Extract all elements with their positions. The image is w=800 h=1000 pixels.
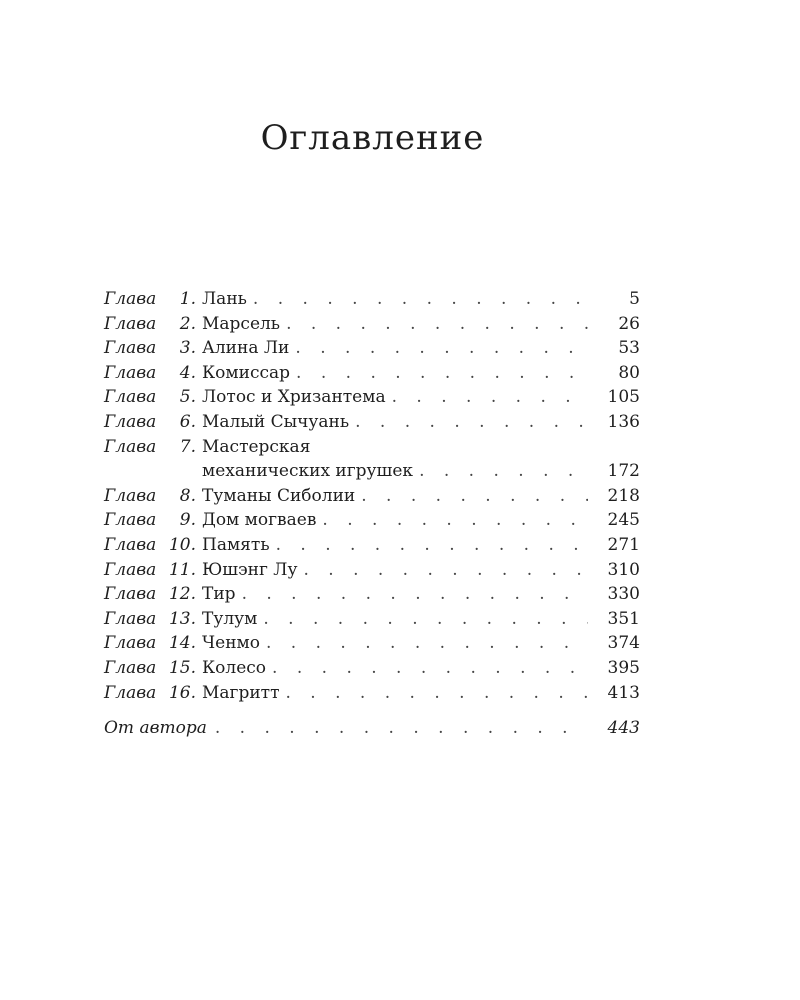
page-number: 351 (607, 608, 640, 629)
page-number: 80 (618, 362, 640, 383)
toc-entry[interactable] (104, 656, 640, 681)
chapter-title-line (202, 508, 640, 533)
dot-leader (242, 582, 588, 607)
toc-entry[interactable] (104, 435, 640, 484)
page-number: 271 (607, 534, 640, 555)
chapter-title-line (202, 410, 640, 435)
page-title: Оглавление (260, 118, 485, 158)
chapter-number: 9. (179, 510, 196, 531)
chapter-number: 10. (168, 534, 196, 555)
page-number: 310 (607, 559, 640, 580)
dot-leader (266, 631, 588, 656)
page-number: 105 (607, 387, 640, 408)
chapter-word: Глава (104, 534, 157, 555)
dot-leader (276, 533, 588, 558)
dot-leader (253, 287, 588, 312)
chapter-title: Юшэнг Лу (202, 559, 298, 580)
dot-leader (392, 385, 588, 410)
toc-entry[interactable] (104, 533, 640, 558)
chapter-title-block (202, 607, 640, 632)
chapter-title-block (202, 287, 640, 312)
chapter-title-line (202, 459, 640, 484)
page-number: 374 (607, 633, 640, 654)
toc-entry[interactable] (104, 681, 640, 706)
chapter-title: Мастерская (202, 436, 311, 457)
chapter-title: Ченмо (202, 633, 260, 654)
chapter-word: Глава (104, 436, 157, 457)
chapter-word: Глава (104, 313, 157, 334)
chapter-title: Малый Сычуань (202, 411, 350, 432)
chapter-number: 5. (179, 387, 196, 408)
page-number: 443 (607, 718, 640, 739)
chapter-number: 14. (168, 633, 196, 654)
chapter-title-line (202, 312, 640, 337)
chapter-title-line (202, 287, 640, 312)
chapter-title-block (202, 336, 640, 361)
chapter-title-block (202, 435, 640, 484)
chapter-title-line (202, 631, 640, 656)
dot-leader (295, 336, 588, 361)
chapter-title-line (202, 681, 640, 706)
chapter-title-block (202, 582, 640, 607)
chapter-title: Память (202, 534, 270, 555)
chapter-title: Лань (202, 289, 247, 309)
page-number: 330 (607, 584, 640, 605)
chapter-title: Колесо (202, 657, 267, 678)
page-number: 413 (607, 682, 640, 703)
toc-entry[interactable] (104, 385, 640, 410)
chapter-number: 8. (179, 485, 196, 506)
table-of-contents (104, 287, 640, 741)
chapter-title-block (202, 558, 640, 583)
chapter-title: Тулум (202, 608, 258, 629)
toc-entry[interactable] (104, 607, 640, 632)
chapter-title: механических игрушек (202, 461, 414, 482)
toc-entry[interactable] (104, 508, 640, 533)
chapter-title: Дом могваев (202, 510, 317, 531)
chapter-title: Туманы Сиболии (202, 485, 356, 506)
chapter-title-line (202, 484, 640, 509)
chapter-word: Глава (104, 387, 157, 408)
dot-leader (322, 508, 588, 533)
chapter-word: Глава (104, 362, 157, 383)
toc-entry-afterword[interactable] (104, 716, 640, 741)
afterword-title: От автора (104, 718, 207, 739)
chapter-word: Глава (104, 510, 157, 531)
chapter-number: 6. (179, 411, 196, 432)
chapter-number: 3. (179, 338, 196, 359)
toc-entry[interactable] (104, 287, 640, 312)
chapter-title-block (202, 631, 640, 656)
chapter-title-line (202, 533, 640, 558)
chapter-number: 2. (179, 313, 196, 334)
dot-leader (303, 558, 588, 583)
chapter-title-line (202, 656, 640, 681)
chapter-word: Глава (104, 559, 157, 580)
page-number: 5 (629, 289, 640, 309)
chapter-word: Глава (104, 682, 157, 703)
page-number: 136 (607, 411, 640, 432)
chapter-title-block (202, 361, 640, 386)
dot-leader (272, 656, 588, 681)
chapter-number: 4. (179, 362, 196, 383)
chapter-number: 11. (168, 559, 196, 580)
toc-entry[interactable] (104, 410, 640, 435)
toc-entry[interactable] (104, 484, 640, 509)
chapter-title: Лотос и Хризантема (202, 387, 386, 408)
page-number: 26 (618, 313, 640, 334)
chapter-number: 16. (168, 682, 196, 703)
toc-entry[interactable] (104, 361, 640, 386)
chapter-title-line (202, 582, 640, 607)
chapter-number: 15. (168, 657, 196, 678)
toc-entry[interactable] (104, 336, 640, 361)
chapter-number: 13. (168, 608, 196, 629)
toc-entry[interactable] (104, 558, 640, 583)
chapter-title-block (202, 385, 640, 410)
chapter-word: Глава (104, 633, 157, 654)
dot-leader (215, 716, 588, 741)
chapter-title-block (202, 312, 640, 337)
chapter-word: Глава (104, 411, 157, 432)
page-number: 245 (607, 510, 640, 531)
chapter-title-line (202, 558, 640, 583)
dot-leader (285, 681, 588, 706)
chapter-title: Комиссар (202, 362, 291, 383)
chapter-title-block (202, 681, 640, 706)
chapter-title: Марсель (202, 313, 281, 334)
chapter-number: 1. (179, 289, 196, 309)
chapter-title-line (202, 607, 640, 632)
page-number: 218 (607, 485, 640, 506)
chapter-title: Магритт (202, 682, 280, 703)
chapter-word: Глава (104, 608, 157, 629)
dot-leader (355, 410, 588, 435)
chapter-title-block (202, 533, 640, 558)
chapter-title-block (202, 410, 640, 435)
chapter-title-line (202, 361, 640, 386)
toc-entry[interactable] (104, 631, 640, 656)
chapter-title-line (202, 385, 640, 410)
chapter-title: Тир (202, 584, 236, 605)
dot-leader (361, 484, 588, 509)
chapter-word: Глава (104, 338, 157, 359)
toc-entry[interactable] (104, 312, 640, 337)
dot-leader (296, 361, 588, 386)
chapter-title-block (202, 484, 640, 509)
toc-entry[interactable] (104, 582, 640, 607)
chapter-word: Глава (104, 485, 157, 506)
chapter-title-line (202, 435, 640, 460)
chapter-word: Глава (104, 584, 157, 605)
dot-leader (286, 312, 588, 337)
chapter-title: Алина Ли (202, 338, 290, 359)
chapter-word: Глава (104, 289, 157, 309)
dot-leader (263, 607, 588, 632)
chapter-word: Глава (104, 657, 157, 678)
chapter-number: 12. (168, 584, 196, 605)
page-number: 53 (618, 338, 640, 359)
page-number: 172 (607, 461, 640, 482)
chapter-title-line (202, 336, 640, 361)
page-number: 395 (607, 657, 640, 678)
dot-leader (419, 459, 588, 484)
chapter-number: 7. (179, 436, 196, 457)
chapter-title-block (202, 656, 640, 681)
chapter-title-block (202, 508, 640, 533)
